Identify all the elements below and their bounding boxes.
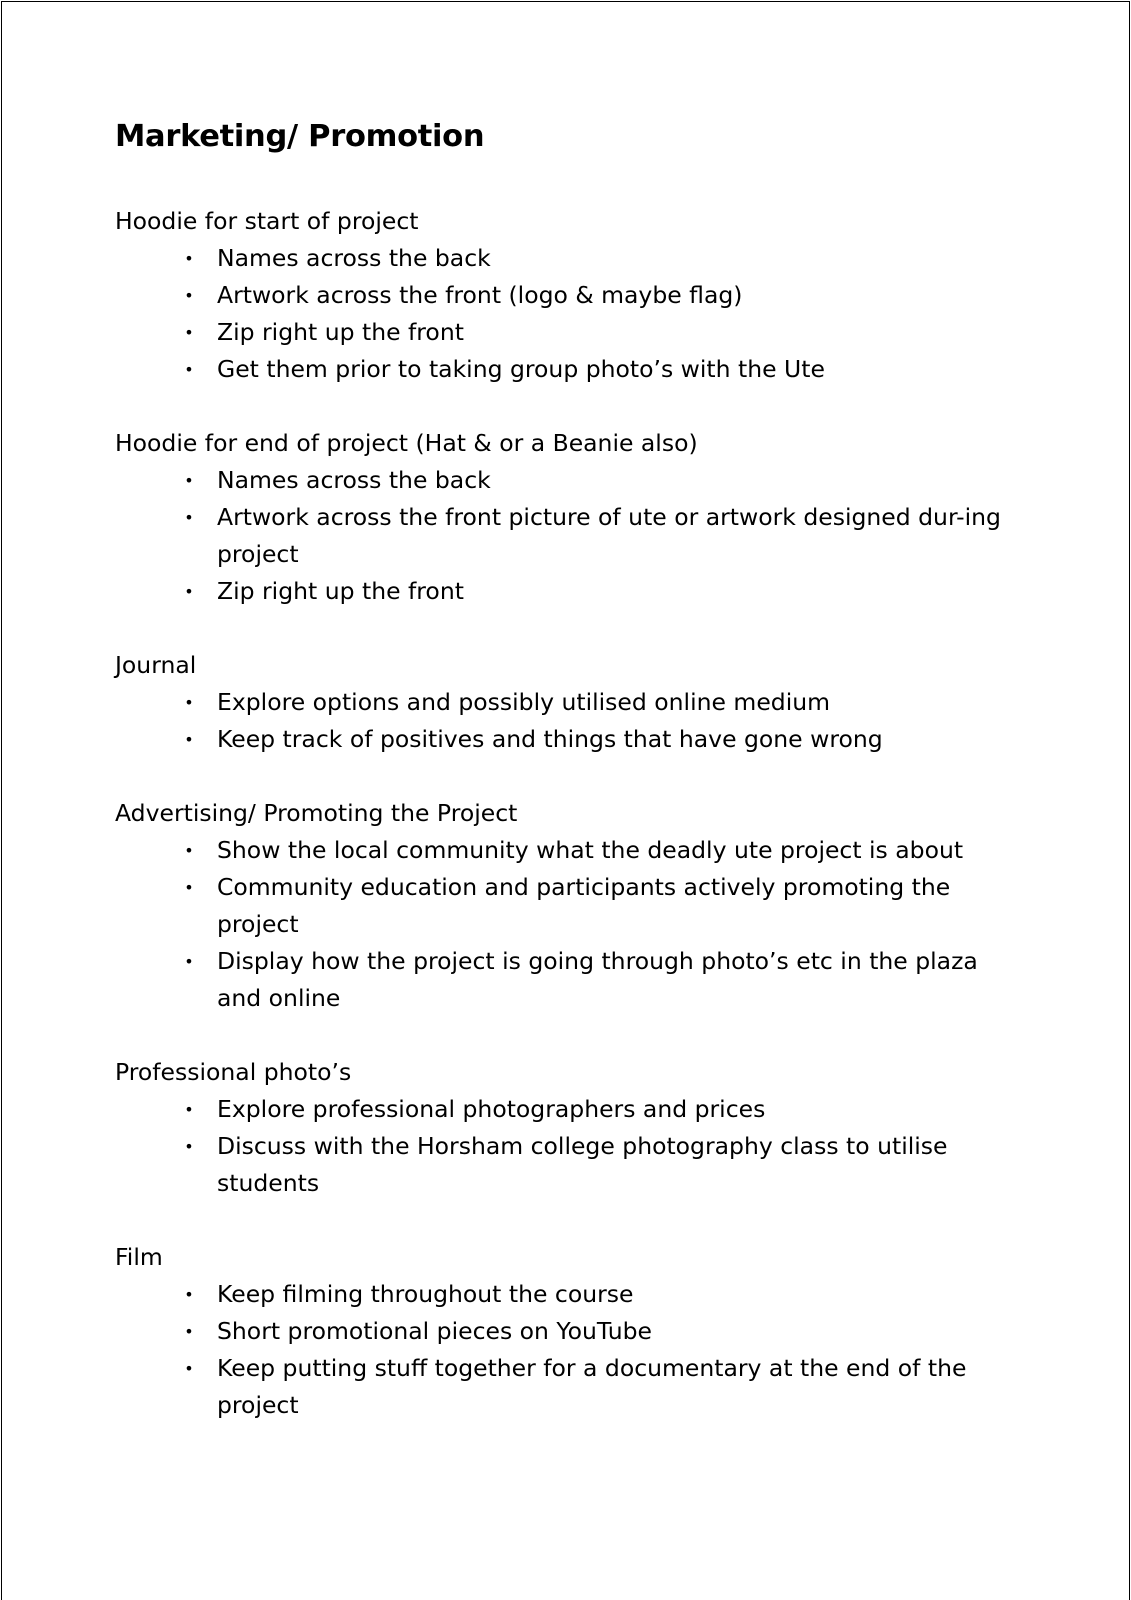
bullet-text: Short promotional pieces on YouTube: [217, 1317, 652, 1345]
document-page: [1, 1, 1130, 1600]
bullet-text: Show the local community what the deadly ute project is about: [217, 836, 964, 864]
bullet-list: [115, 1276, 1015, 1424]
bullet-icon: •: [184, 693, 194, 712]
bullet-icon: •: [184, 1137, 194, 1156]
section: [115, 647, 1015, 758]
section-heading: Film: [115, 1243, 163, 1271]
bullet-text: Discuss with the Horsham college photography class to utilise students: [217, 1132, 948, 1197]
section-heading: Hoodie for end of project (Hat & or a Beanie also): [115, 429, 698, 457]
bullet-icon: •: [184, 1359, 194, 1378]
bullet-text: Names across the back: [217, 466, 491, 494]
section: [115, 203, 1015, 388]
bullet-icon: •: [184, 1322, 194, 1341]
bullet-item: [115, 277, 1015, 314]
bullet-icon: •: [184, 1285, 194, 1304]
page-title: Marketing/ Promotion: [115, 119, 485, 154]
bullet-text: Zip right up the front: [217, 577, 464, 605]
bullet-item: [115, 314, 1015, 351]
bullet-icon: •: [184, 508, 194, 527]
bullet-icon: •: [184, 249, 194, 268]
bullet-item: [115, 462, 1015, 499]
section-heading: Hoodie for start of project: [115, 207, 419, 235]
bullet-icon: •: [184, 730, 194, 749]
bullet-item: [115, 1128, 1015, 1202]
section-heading: Advertising/ Promoting the Project: [115, 799, 518, 827]
bullet-item: [115, 1276, 1015, 1313]
bullet-icon: •: [184, 286, 194, 305]
bullet-text: Explore professional photographers and prices: [217, 1095, 766, 1123]
bullet-list: [115, 1091, 1015, 1202]
bullet-icon: •: [184, 323, 194, 342]
section: [115, 425, 1015, 610]
section-heading: Professional photo’s: [115, 1058, 352, 1086]
document-content: [115, 115, 1015, 1461]
bullet-icon: •: [184, 841, 194, 860]
bullet-item: [115, 240, 1015, 277]
bullet-list: [115, 462, 1015, 610]
section-heading: Journal: [115, 651, 197, 679]
bullet-icon: •: [184, 1100, 194, 1119]
bullet-text: Keep putting stuff together for a documentary at the end of the project: [217, 1354, 967, 1419]
bullet-text: Explore options and possibly utilised online medium: [217, 688, 831, 716]
bullet-item: [115, 1350, 1015, 1424]
bullet-item: [115, 684, 1015, 721]
bullet-text: Zip right up the front: [217, 318, 464, 346]
bullet-text: Artwork across the front picture of ute or artwork designed dur-ing project: [217, 503, 1001, 568]
bullet-text: Get them prior to taking group photo’s with the Ute: [217, 355, 825, 383]
bullet-icon: •: [184, 952, 194, 971]
bullet-text: Community education and participants actively promoting the project: [217, 873, 951, 938]
bullet-icon: •: [184, 471, 194, 490]
bullet-text: Artwork across the front (logo & maybe flag): [217, 281, 743, 309]
bullet-list: [115, 240, 1015, 388]
bullet-text: Names across the back: [217, 244, 491, 272]
bullet-item: [115, 1313, 1015, 1350]
bullet-icon: •: [184, 360, 194, 379]
bullet-text: Display how the project is going through photo’s etc in the plaza and online: [217, 947, 978, 1012]
section: [115, 1239, 1015, 1424]
bullet-list: [115, 832, 1015, 1017]
bullet-item: [115, 573, 1015, 610]
bullet-item: [115, 832, 1015, 869]
bullet-list: [115, 684, 1015, 758]
bullet-item: [115, 1091, 1015, 1128]
bullet-icon: •: [184, 878, 194, 897]
bullet-item: [115, 721, 1015, 758]
sections-container: [115, 203, 1015, 1424]
bullet-text: Keep track of positives and things that have gone wrong: [217, 725, 883, 753]
bullet-text: Keep filming throughout the course: [217, 1280, 634, 1308]
bullet-item: [115, 943, 1015, 1017]
bullet-item: [115, 351, 1015, 388]
bullet-item: [115, 499, 1015, 573]
bullet-icon: •: [184, 582, 194, 601]
bullet-item: [115, 869, 1015, 943]
section: [115, 1054, 1015, 1202]
section: [115, 795, 1015, 1017]
